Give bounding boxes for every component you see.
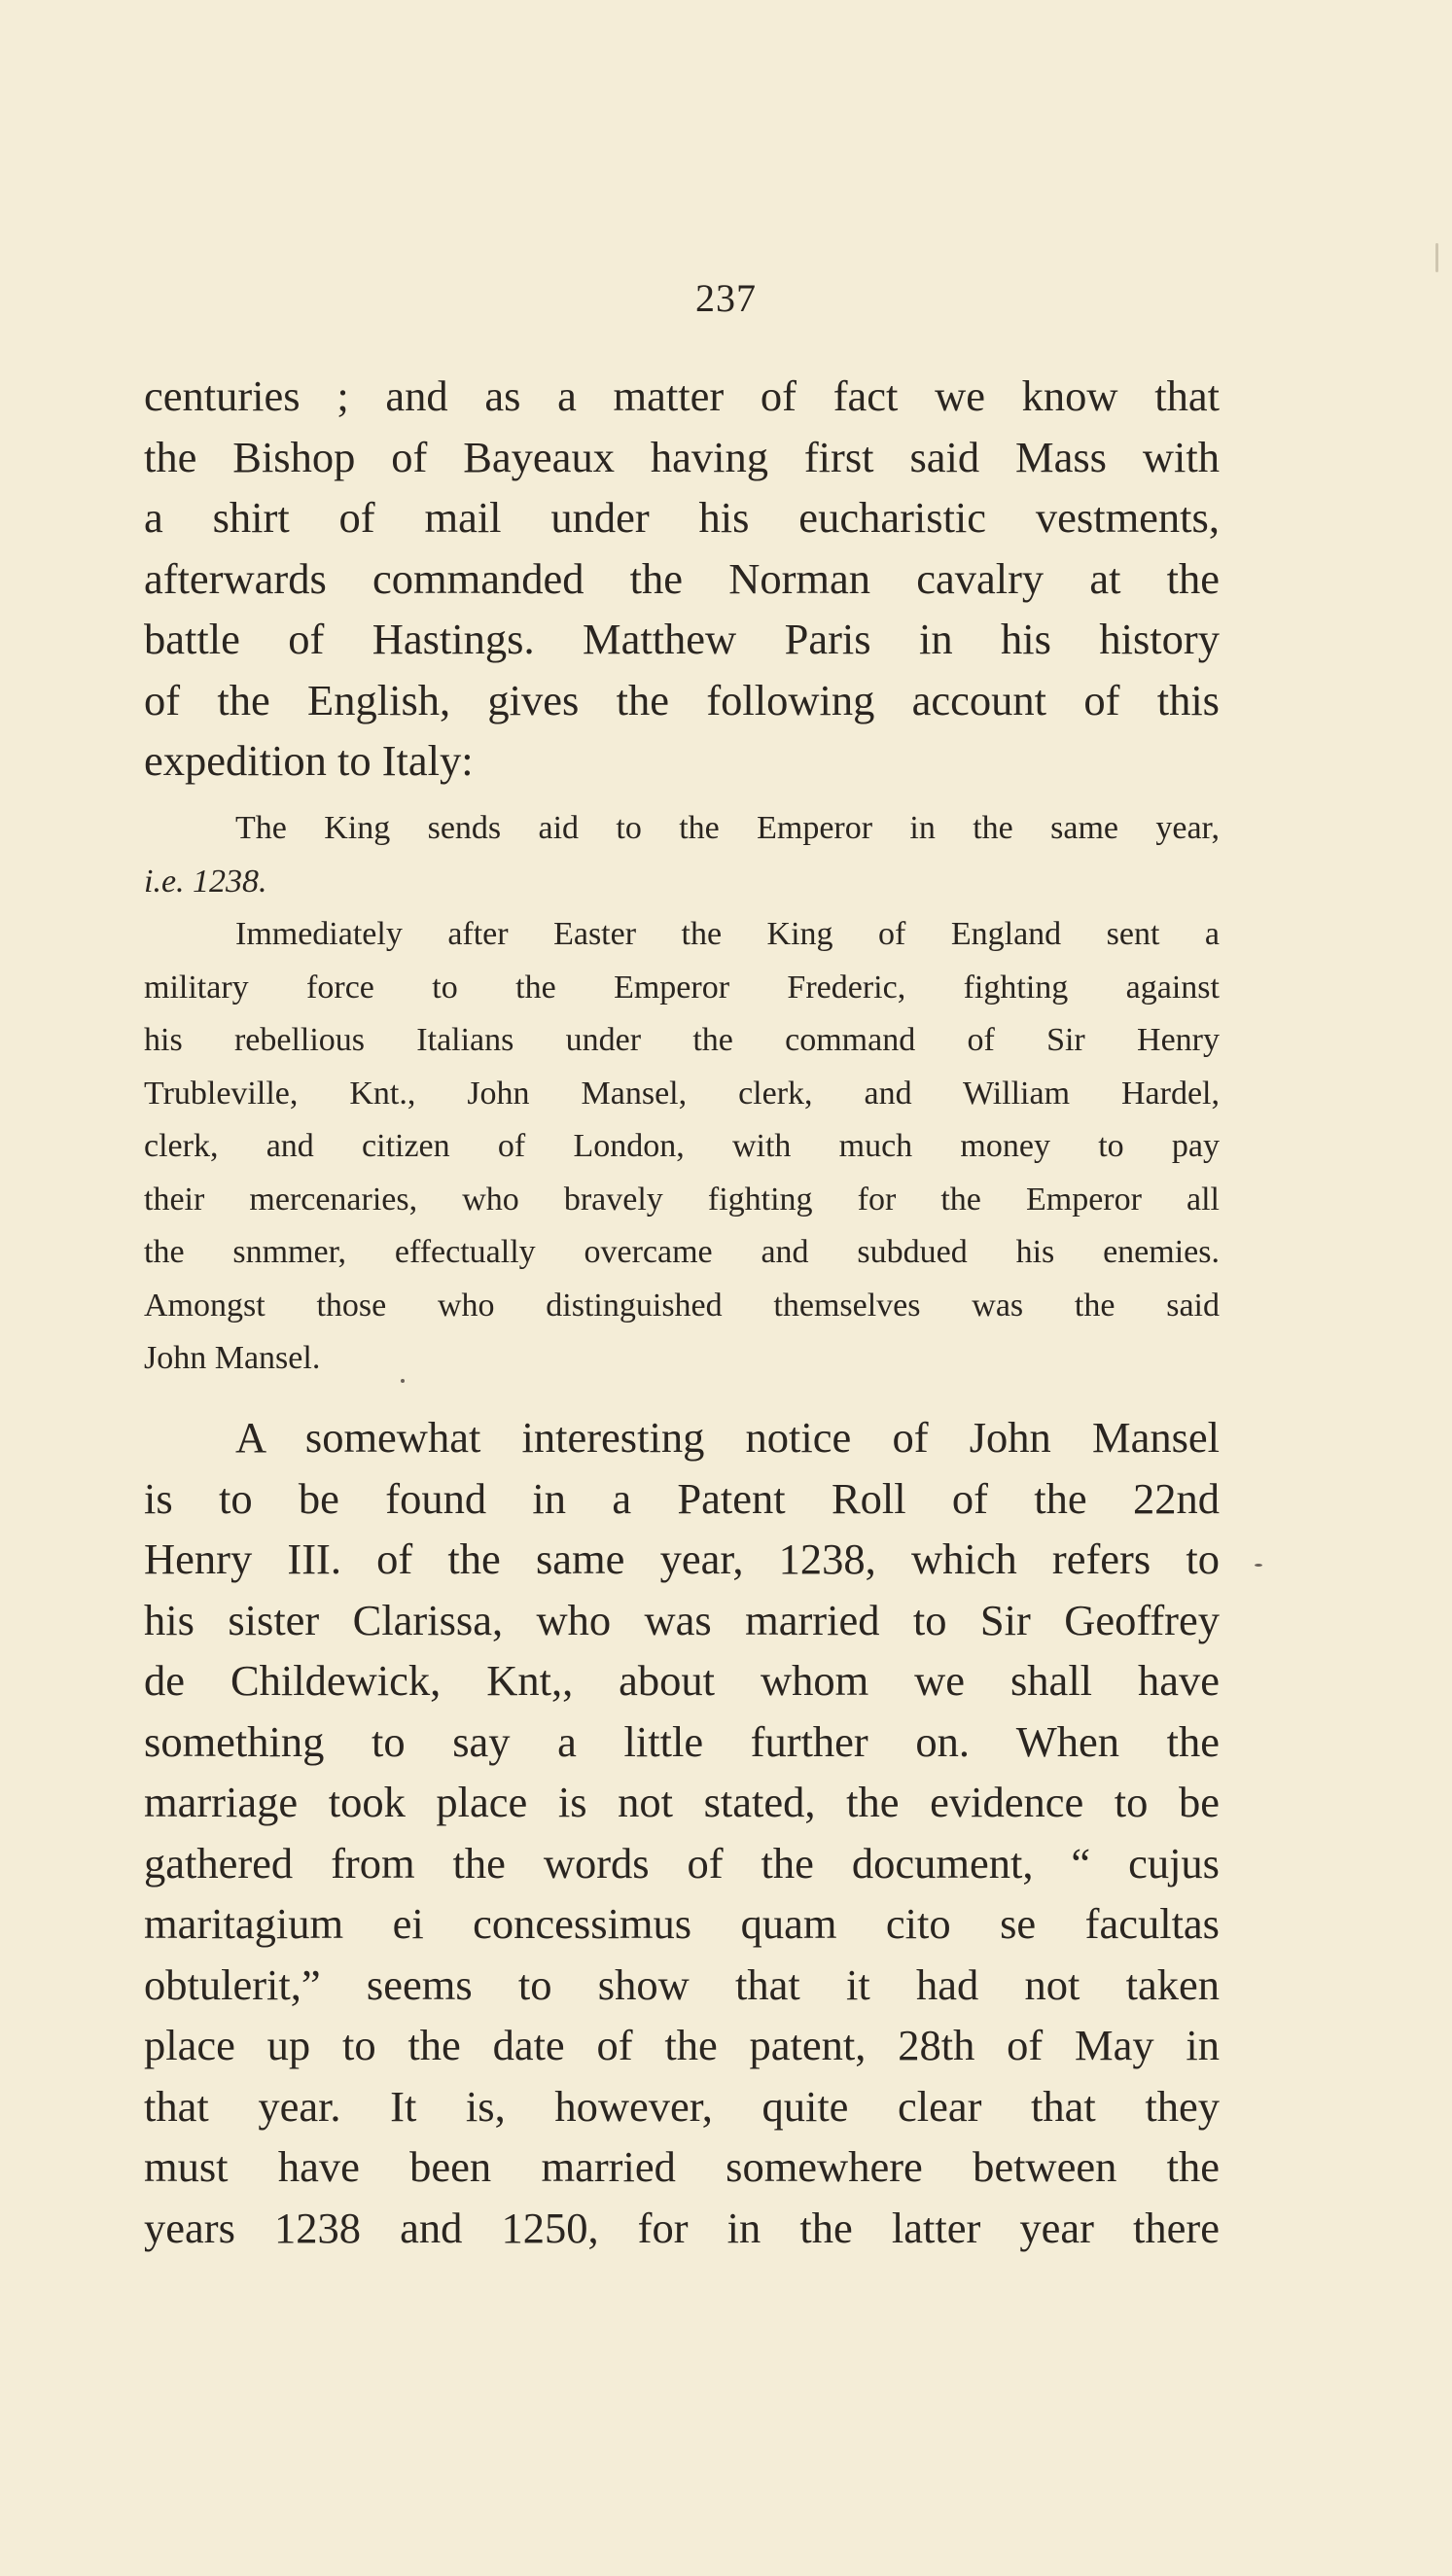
edge-mark: [1435, 243, 1438, 272]
print-speck: [401, 1379, 405, 1383]
text-line: marriage took place is not stated, the evidence to be: [144, 1778, 1220, 1826]
quote-line: John Mansel.: [144, 1340, 321, 1376]
paragraph-1: [144, 366, 1220, 792]
text-line: expedition to Italy:: [144, 736, 474, 785]
page-number: 237: [695, 276, 757, 320]
text-line: a shirt of mail under his eucharistic vestments,: [144, 493, 1220, 542]
quote-line: their mercenaries, who bravely fighting for the Emperor all: [144, 1181, 1220, 1217]
quote-heading-line: i.e. 1238.: [144, 863, 267, 900]
text-line: battle of Hastings. Matthew Paris in his history: [144, 615, 1220, 663]
text-line: the Bishop of Bayeaux having first said Mass with: [144, 432, 1220, 481]
text-line: his sister Clarissa, who was married to Sir Geoffrey: [144, 1595, 1220, 1644]
text-line: gathered from the words of the document, “ cujus: [144, 1838, 1220, 1888]
print-speck: [1255, 1564, 1262, 1567]
paragraph-2: [144, 1407, 1220, 2258]
text-line: afterwards commanded the Norman cavalry at the: [144, 553, 1220, 603]
text-line: something to say a little further on. When the: [144, 1716, 1220, 1766]
text-line: obtulerit,” seems to show that it had not taken: [144, 1959, 1220, 2009]
text-line: A somewhat interesting notice of John Mansel: [235, 1413, 1220, 1462]
text-line: must have been married somewhere between the: [144, 2142, 1220, 2191]
quote-line: Immediately after Easter the King of England sent a: [235, 916, 1220, 952]
quote-line: military force to the Emperor Frederic, fighting against: [144, 969, 1220, 1006]
text-line: place up to the date of the patent, 28th of May in: [144, 2021, 1220, 2069]
quote-line: Amongst those who distinguished themselves was the said: [144, 1287, 1220, 1323]
quote-line: the snmmer, effectually overcame and subdued his enemies.: [144, 1234, 1220, 1270]
text-line: centuries ; and as a matter of fact we know that: [144, 371, 1220, 420]
text-line: is to be found in a Patent Roll of the 22nd: [144, 1473, 1220, 1523]
text-line: that year. It is, however, quite clear that they: [144, 2081, 1220, 2131]
quote-heading-line: The King sends aid to the Emperor in the same year,: [235, 810, 1220, 846]
text-line: years 1238 and 1250, for in the latter year there: [144, 2203, 1220, 2252]
text-line: de Childewick, Knt,, about whom we shall have: [144, 1656, 1220, 1705]
text-line: Henry III. of the same year, 1238, which refers to: [144, 1535, 1220, 1583]
text-line: maritagium ei concessimus quam cito se facultas: [144, 1899, 1220, 1948]
quote-line: his rebellious Italians under the command of Sir Henry: [144, 1022, 1220, 1058]
quote-line: clerk, and citizen of London, with much money to pay: [144, 1128, 1220, 1164]
text-line: of the English, gives the following account of this: [144, 675, 1220, 724]
quotation-block: [144, 802, 1220, 1386]
quote-line: Trubleville, Knt., John Mansel, clerk, and William Hardel,: [144, 1075, 1220, 1112]
